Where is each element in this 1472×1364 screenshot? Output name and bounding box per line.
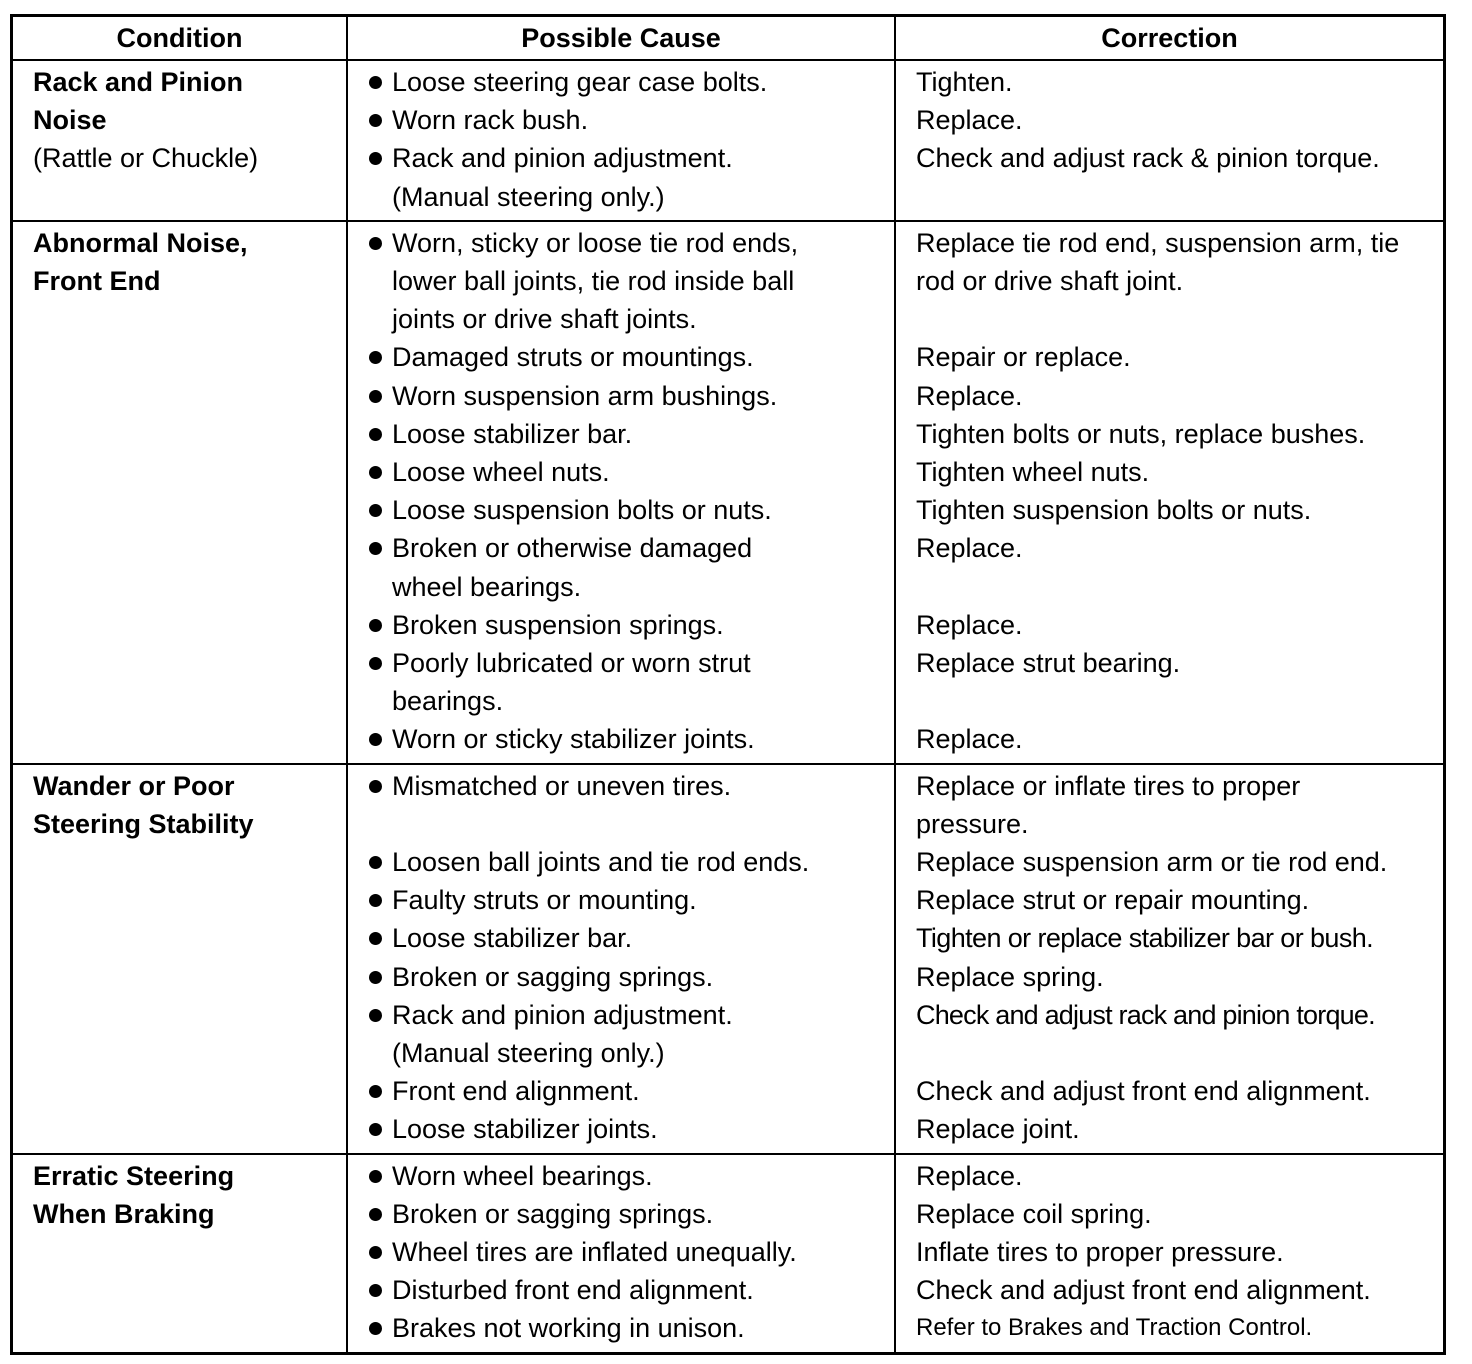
bullet-icon: [369, 733, 382, 746]
cause-item: Loose wheel nuts.: [368, 453, 894, 491]
correction-item: Tighten wheel nuts.: [916, 457, 1150, 488]
cause-item: Poorly lubricated or worn strut bearings.: [368, 644, 812, 720]
cause-item: Broken or otherwise damaged wheel bearings.: [368, 529, 812, 605]
cause-item: Broken or sagging springs.: [368, 958, 894, 996]
correction-item: Check and adjust front end alignment.: [916, 1275, 1371, 1306]
cause-item: Worn wheel bearings.: [368, 1157, 894, 1195]
cause-item: Rack and pinion adjustment. (Manual steering only.): [368, 996, 792, 1072]
cause-item: Rack and pinion adjustment. (Manual steering only.): [368, 139, 792, 215]
cause-item: Worn rack bush.: [368, 101, 894, 139]
correction-cell: [895, 60, 1443, 221]
bullet-icon: [369, 1009, 382, 1022]
correction-item: Replace strut or repair mounting.: [916, 885, 1310, 916]
correction-item: Inflate tires to proper pressure.: [916, 1237, 1284, 1268]
table-row: [13, 764, 1443, 1154]
cause-item: Loose steering gear case bolts.: [368, 63, 894, 101]
condition-cell: [13, 221, 347, 764]
bullet-icon: [369, 390, 382, 403]
condition-cell: [13, 764, 347, 1154]
bullet-icon: [369, 657, 382, 670]
bullet-icon: [369, 1322, 382, 1335]
diagnosis-table-sheet: [10, 14, 1446, 1355]
correction-item: Replace suspension arm or tie rod end.: [916, 847, 1388, 878]
cause-item: Loose stabilizer bar.: [368, 919, 894, 957]
correction-item: Replace or inflate tires to proper pressure.: [916, 770, 1301, 839]
cause-item: Loosen ball joints and tie rod ends.: [368, 843, 894, 881]
cause-item: Brakes not working in unison.: [368, 1309, 894, 1347]
bullet-icon: [369, 542, 382, 555]
correction-cell: [895, 1154, 1443, 1352]
bullet-icon: [369, 856, 382, 869]
correction-item: Replace tie rod end, suspension arm, tie rod or drive shaft joint.: [916, 227, 1400, 297]
table-row: [13, 1154, 1443, 1352]
cause-cell: [347, 221, 895, 764]
table-row: [13, 60, 1443, 221]
correction-item: Replace.: [916, 533, 1023, 564]
condition-subtitle: (Rattle or Chuckle): [33, 143, 259, 174]
condition-title: Wander or Poor Steering Stability: [33, 770, 254, 839]
cause-item: Loose stabilizer joints.: [368, 1110, 894, 1148]
correction-item: Check and adjust rack & pinion torque.: [916, 143, 1380, 174]
bullet-icon: [369, 1085, 382, 1098]
correction-item: Replace joint.: [916, 1114, 1080, 1145]
cause-item: Broken suspension springs.: [368, 606, 894, 644]
bullet-icon: [369, 1208, 382, 1221]
correction-cell: [895, 221, 1443, 764]
cause-item: Loose stabilizer bar.: [368, 415, 894, 453]
header-row: [13, 17, 1443, 60]
bullet-icon: [369, 466, 382, 479]
header-possible-cause: Possible Cause: [347, 17, 895, 60]
cause-item: Worn suspension arm bushings.: [368, 377, 894, 415]
bullet-icon: [369, 428, 382, 441]
correction-item: Check and adjust front end alignment.: [916, 1076, 1371, 1107]
header-correction: Correction: [895, 17, 1443, 60]
correction-item: Replace strut bearing.: [916, 648, 1181, 679]
condition-title: Erratic Steering When Braking: [33, 1160, 235, 1229]
correction-item: Replace.: [916, 380, 1023, 411]
bullet-icon: [369, 504, 382, 517]
cause-item: Worn, sticky or loose tie rod ends, lower ball joints, tie rod inside ball joints or drive shaft joints.: [368, 224, 862, 339]
condition-title: Abnormal Noise, Front End: [33, 227, 248, 297]
condition-cell: [13, 1154, 347, 1352]
correction-item: Tighten.: [916, 67, 1013, 97]
bullet-icon: [369, 1246, 382, 1259]
correction-item: Repair or replace.: [916, 342, 1131, 373]
condition-title: Rack and Pinion Noise: [33, 67, 244, 136]
cause-item: Loose suspension bolts or nuts.: [368, 491, 894, 529]
correction-item: Tighten suspension bolts or nuts.: [916, 495, 1312, 526]
cause-cell: [347, 1154, 895, 1352]
bullet-icon: [369, 76, 382, 89]
diagnosis-table: [13, 17, 1443, 1352]
correction-item: Check and adjust rack and pinion torque.: [916, 999, 1375, 1030]
correction-item: Tighten or replace stabilizer bar or bush.: [916, 923, 1374, 954]
bullet-icon: [369, 894, 382, 907]
bullet-icon: [369, 351, 382, 364]
correction-item: Replace coil spring.: [916, 1198, 1152, 1229]
cause-item: Faulty struts or mounting.: [368, 881, 894, 919]
cause-item: Worn or sticky stabilizer joints.: [368, 720, 894, 758]
bullet-icon: [369, 1284, 382, 1297]
correction-item: Tighten bolts or nuts, replace bushes.: [916, 418, 1366, 449]
bullet-icon: [369, 932, 382, 945]
correction-item: Replace spring.: [916, 961, 1104, 992]
condition-cell: [13, 60, 347, 221]
cause-item: Front end alignment.: [368, 1072, 894, 1110]
bullet-icon: [369, 152, 382, 165]
table-row: [13, 221, 1443, 764]
bullet-icon: [369, 619, 382, 632]
cause-item: Broken or sagging springs.: [368, 1195, 894, 1233]
correction-item: Replace.: [916, 105, 1023, 136]
correction-item: Refer to Brakes and Traction Control.: [916, 1314, 1313, 1342]
cause-item: Mismatched or uneven tires.: [368, 767, 894, 843]
cause-cell: [347, 60, 895, 221]
bullet-icon: [369, 237, 382, 250]
correction-item: Replace.: [916, 609, 1023, 640]
correction-cell: [895, 764, 1443, 1154]
bullet-icon: [369, 1170, 382, 1183]
cause-cell: [347, 764, 895, 1154]
bullet-icon: [369, 780, 382, 793]
cause-item: Disturbed front end alignment.: [368, 1271, 894, 1309]
correction-item: Replace.: [916, 724, 1023, 755]
cause-item: Damaged struts or mountings.: [368, 338, 894, 376]
bullet-icon: [369, 1123, 382, 1136]
cause-item: Wheel tires are inflated unequally.: [368, 1233, 894, 1271]
bullet-icon: [369, 971, 382, 984]
correction-item: Replace.: [916, 1160, 1023, 1191]
header-condition: Condition: [13, 17, 347, 60]
bullet-icon: [369, 114, 382, 127]
